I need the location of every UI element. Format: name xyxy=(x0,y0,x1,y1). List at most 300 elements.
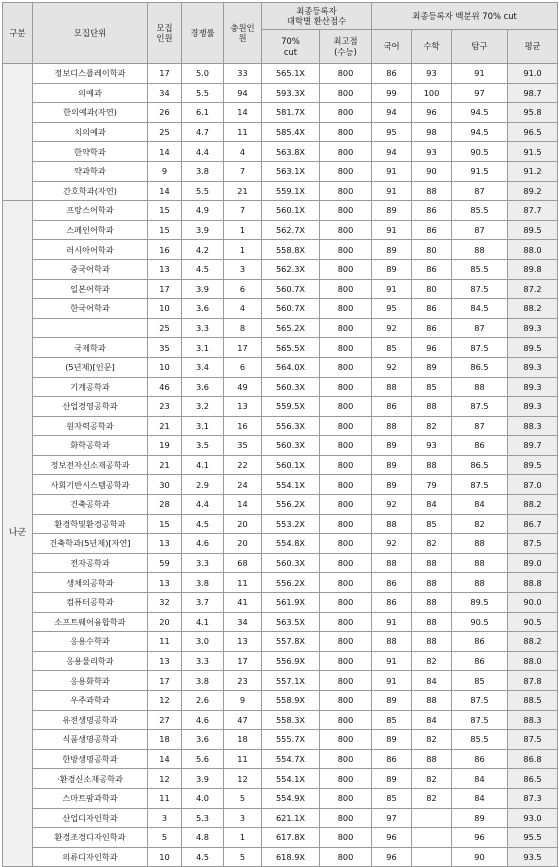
header-avg: 평균 xyxy=(508,30,558,64)
inquiry-cell: 87.5 xyxy=(452,397,508,417)
quota-cell: 28 xyxy=(148,495,182,515)
table-row xyxy=(3,553,558,573)
unit-cell: 건축공학과 xyxy=(33,495,148,515)
ratio-cell: 4.5 xyxy=(182,847,224,867)
avg-cell: 89.3 xyxy=(508,357,558,377)
korean-cell: 91 xyxy=(372,161,412,181)
korean-cell: 88 xyxy=(372,632,412,652)
cut70-cell: 563.8X xyxy=(262,142,320,162)
maxscore-cell: 800 xyxy=(320,710,372,730)
unit-cell: 일본어학과 xyxy=(33,279,148,299)
cut70-cell: 560.7X xyxy=(262,299,320,319)
math-cell: 82 xyxy=(412,730,452,750)
math-cell: 88 xyxy=(412,593,452,613)
ratio-cell: 3.6 xyxy=(182,377,224,397)
inquiry-cell: 87.5 xyxy=(452,279,508,299)
quota-cell: 59 xyxy=(148,553,182,573)
cut70-cell: 555.7X xyxy=(262,730,320,750)
avg-cell: 87.7 xyxy=(508,201,558,221)
extra-cell: 6 xyxy=(224,357,262,377)
quota-cell: 13 xyxy=(148,534,182,554)
unit-cell: 건축학과(5년제)[자연] xyxy=(33,534,148,554)
unit-cell: 한방생명공학과 xyxy=(33,749,148,769)
quota-cell: 21 xyxy=(148,455,182,475)
avg-cell: 89.8 xyxy=(508,259,558,279)
extra-cell: 41 xyxy=(224,593,262,613)
table-row xyxy=(3,64,558,84)
korean-cell: 95 xyxy=(372,299,412,319)
quota-cell: 23 xyxy=(148,397,182,417)
korean-cell: 88 xyxy=(372,377,412,397)
table-row xyxy=(3,279,558,299)
avg-cell: 90.5 xyxy=(508,612,558,632)
korean-cell: 85 xyxy=(372,338,412,358)
cut70-cell: 560.1X xyxy=(262,201,320,221)
unit-cell: 간호학과(자연) xyxy=(33,181,148,201)
math-cell: 86 xyxy=(412,201,452,221)
korean-cell: 91 xyxy=(372,612,412,632)
table-row xyxy=(3,573,558,593)
cut70-cell: 618.9X xyxy=(262,847,320,867)
math-cell: 85 xyxy=(412,514,452,534)
unit-cell: 프랑스어학과 xyxy=(33,201,148,221)
ratio-cell: 5.5 xyxy=(182,83,224,103)
avg-cell: 91.2 xyxy=(508,161,558,181)
cut70-cell: 558.9X xyxy=(262,691,320,711)
table-row xyxy=(3,338,558,358)
cut70-cell: 556.9X xyxy=(262,651,320,671)
extra-cell: 1 xyxy=(224,828,262,848)
avg-cell: 90.0 xyxy=(508,593,558,613)
extra-cell: 47 xyxy=(224,710,262,730)
unit-cell: 한의예과(자연) xyxy=(33,103,148,123)
math-cell: 80 xyxy=(412,279,452,299)
korean-cell: 88 xyxy=(372,514,412,534)
extra-cell: 17 xyxy=(224,338,262,358)
table-row xyxy=(3,612,558,632)
unit-cell: 원자력공학과 xyxy=(33,416,148,436)
table-row xyxy=(3,416,558,436)
maxscore-cell: 800 xyxy=(320,279,372,299)
korean-cell: 95 xyxy=(372,122,412,142)
header-group: 구분 xyxy=(3,3,33,64)
quota-cell: 25 xyxy=(148,122,182,142)
inquiry-cell: 86 xyxy=(452,749,508,769)
cut70-cell: 560.3X xyxy=(262,377,320,397)
avg-cell: 95.5 xyxy=(508,828,558,848)
inquiry-cell: 97 xyxy=(452,83,508,103)
inquiry-cell: 87 xyxy=(452,220,508,240)
maxscore-cell: 800 xyxy=(320,534,372,554)
korean-cell: 94 xyxy=(372,142,412,162)
unit-cell: 한국어학과 xyxy=(33,299,148,319)
extra-cell: 4 xyxy=(224,299,262,319)
math-cell: 98 xyxy=(412,122,452,142)
avg-cell: 89.5 xyxy=(508,338,558,358)
cut70-cell: 554.9X xyxy=(262,788,320,808)
ratio-cell: 3.2 xyxy=(182,397,224,417)
inquiry-cell: 89.5 xyxy=(452,593,508,613)
inquiry-cell: 86 xyxy=(452,436,508,456)
quota-cell: 20 xyxy=(148,612,182,632)
math-cell: 82 xyxy=(412,416,452,436)
table-row xyxy=(3,103,558,123)
math-cell: 96 xyxy=(412,103,452,123)
inquiry-cell: 86 xyxy=(452,651,508,671)
unit-cell: (5년제)[인문] xyxy=(33,357,148,377)
table-row xyxy=(3,161,558,181)
korean-cell: 92 xyxy=(372,495,412,515)
avg-cell: 89.3 xyxy=(508,318,558,338)
maxscore-cell: 800 xyxy=(320,847,372,867)
maxscore-cell: 800 xyxy=(320,651,372,671)
extra-cell: 8 xyxy=(224,318,262,338)
avg-cell: 95.8 xyxy=(508,103,558,123)
unit-cell: 스마트팜과학과 xyxy=(33,788,148,808)
ratio-cell: 3.8 xyxy=(182,573,224,593)
korean-cell: 97 xyxy=(372,808,412,828)
quota-cell: 46 xyxy=(148,377,182,397)
extra-cell: 49 xyxy=(224,377,262,397)
extra-cell: 14 xyxy=(224,495,262,515)
korean-cell: 86 xyxy=(372,573,412,593)
math-cell: 93 xyxy=(412,142,452,162)
admission-results-table xyxy=(2,2,558,867)
cut70-cell: 559.1X xyxy=(262,181,320,201)
ratio-cell: 3.0 xyxy=(182,632,224,652)
group-cell xyxy=(3,64,33,201)
table-row xyxy=(3,495,558,515)
cut70-cell: 562.7X xyxy=(262,220,320,240)
table-row xyxy=(3,259,558,279)
math-cell: 85 xyxy=(412,377,452,397)
avg-cell: 88.3 xyxy=(508,710,558,730)
math-cell: 88 xyxy=(412,691,452,711)
inquiry-cell: 85 xyxy=(452,671,508,691)
extra-cell: 11 xyxy=(224,573,262,593)
korean-cell: 89 xyxy=(372,691,412,711)
table-row xyxy=(3,632,558,652)
inquiry-cell: 88 xyxy=(452,534,508,554)
ratio-cell: 3.8 xyxy=(182,161,224,181)
ratio-cell: 3.1 xyxy=(182,416,224,436)
avg-cell: 87.5 xyxy=(508,730,558,750)
header-korean: 국어 xyxy=(372,30,412,64)
maxscore-cell: 800 xyxy=(320,730,372,750)
inquiry-cell: 88 xyxy=(452,553,508,573)
korean-cell: 96 xyxy=(372,847,412,867)
avg-cell: 87.5 xyxy=(508,534,558,554)
ratio-cell: 5.3 xyxy=(182,808,224,828)
inquiry-cell: 94.5 xyxy=(452,103,508,123)
math-cell: 93 xyxy=(412,436,452,456)
cut70-cell: 553.2X xyxy=(262,514,320,534)
math-cell: 88 xyxy=(412,553,452,573)
korean-cell: 94 xyxy=(372,103,412,123)
korean-cell: 91 xyxy=(372,651,412,671)
table-row xyxy=(3,769,558,789)
extra-cell: 9 xyxy=(224,691,262,711)
maxscore-cell: 800 xyxy=(320,377,372,397)
maxscore-cell: 800 xyxy=(320,514,372,534)
extra-cell: 13 xyxy=(224,632,262,652)
inquiry-cell: 89 xyxy=(452,808,508,828)
quota-cell: 13 xyxy=(148,259,182,279)
ratio-cell: 3.3 xyxy=(182,318,224,338)
extra-cell: 21 xyxy=(224,181,262,201)
unit-cell: 전자공학과 xyxy=(33,553,148,573)
extra-cell: 34 xyxy=(224,612,262,632)
inquiry-cell: 85.5 xyxy=(452,201,508,221)
inquiry-cell: 87.5 xyxy=(452,710,508,730)
korean-cell: 89 xyxy=(372,259,412,279)
avg-cell: 89.5 xyxy=(508,220,558,240)
inquiry-cell: 86.5 xyxy=(452,455,508,475)
avg-cell: 88.8 xyxy=(508,573,558,593)
quota-cell: 34 xyxy=(148,83,182,103)
unit-cell: 산업경영공학과 xyxy=(33,397,148,417)
table-row xyxy=(3,671,558,691)
maxscore-cell: 800 xyxy=(320,259,372,279)
quota-cell: 18 xyxy=(148,730,182,750)
korean-cell: 85 xyxy=(372,710,412,730)
inquiry-cell: 82 xyxy=(452,514,508,534)
ratio-cell: 5.0 xyxy=(182,64,224,84)
cut70-cell: 557.1X xyxy=(262,671,320,691)
extra-cell: 11 xyxy=(224,749,262,769)
korean-cell: 86 xyxy=(372,593,412,613)
extra-cell: 5 xyxy=(224,847,262,867)
korean-cell: 86 xyxy=(372,397,412,417)
maxscore-cell: 800 xyxy=(320,828,372,848)
avg-cell: 91.5 xyxy=(508,142,558,162)
avg-cell: 88.0 xyxy=(508,240,558,260)
avg-cell: 89.3 xyxy=(508,397,558,417)
extra-cell: 1 xyxy=(224,240,262,260)
avg-cell: 88.2 xyxy=(508,632,558,652)
korean-cell: 91 xyxy=(372,671,412,691)
math-cell: 93 xyxy=(412,64,452,84)
maxscore-cell: 800 xyxy=(320,436,372,456)
unit-cell: 생체의공학과 xyxy=(33,573,148,593)
extra-cell: 94 xyxy=(224,83,262,103)
table-row xyxy=(3,377,558,397)
quota-cell: 21 xyxy=(148,416,182,436)
quota-cell: 17 xyxy=(148,64,182,84)
korean-cell: 89 xyxy=(372,201,412,221)
quota-cell: 10 xyxy=(148,847,182,867)
unit-cell: 러시아어학과 xyxy=(33,240,148,260)
maxscore-cell: 800 xyxy=(320,573,372,593)
cut70-cell: 560.1X xyxy=(262,455,320,475)
maxscore-cell: 800 xyxy=(320,455,372,475)
extra-cell: 17 xyxy=(224,651,262,671)
unit-cell: ·환경신소재공학과 xyxy=(33,769,148,789)
math-cell: 84 xyxy=(412,671,452,691)
table-row xyxy=(3,240,558,260)
inquiry-cell: 84 xyxy=(452,769,508,789)
ratio-cell: 5.6 xyxy=(182,749,224,769)
maxscore-cell: 800 xyxy=(320,788,372,808)
unit-cell: 국제학과 xyxy=(33,338,148,358)
avg-cell: 86.5 xyxy=(508,769,558,789)
maxscore-cell: 800 xyxy=(320,495,372,515)
maxscore-cell: 800 xyxy=(320,64,372,84)
inquiry-cell: 87.5 xyxy=(452,338,508,358)
cut70-cell: 581.7X xyxy=(262,103,320,123)
ratio-cell: 4.5 xyxy=(182,259,224,279)
unit-cell: 정보디스플레이학과 xyxy=(33,64,148,84)
extra-cell: 14 xyxy=(224,103,262,123)
unit-cell: 중국어학과 xyxy=(33,259,148,279)
table-row xyxy=(3,788,558,808)
inquiry-cell: 91 xyxy=(452,64,508,84)
math-cell: 86 xyxy=(412,220,452,240)
cut70-cell: 558.3X xyxy=(262,710,320,730)
ratio-cell: 4.9 xyxy=(182,201,224,221)
quota-cell: 3 xyxy=(148,808,182,828)
quota-cell: 15 xyxy=(148,220,182,240)
inquiry-cell: 88 xyxy=(452,573,508,593)
table-row xyxy=(3,847,558,867)
unit-cell: 환경조경디자인학과 xyxy=(33,828,148,848)
table-row xyxy=(3,730,558,750)
extra-cell: 7 xyxy=(224,161,262,181)
unit-cell: 환경학및환경공학과 xyxy=(33,514,148,534)
ratio-cell: 4.6 xyxy=(182,710,224,730)
quota-cell: 15 xyxy=(148,201,182,221)
unit-cell: 식품생명공학과 xyxy=(33,730,148,750)
ratio-cell: 4.4 xyxy=(182,142,224,162)
table-row xyxy=(3,436,558,456)
table-row xyxy=(3,201,558,221)
header-maxscore: 최고점 (수능) xyxy=(320,30,372,64)
ratio-cell: 3.9 xyxy=(182,279,224,299)
unit-cell: 응용수학과 xyxy=(33,632,148,652)
maxscore-cell: 800 xyxy=(320,671,372,691)
ratio-cell: 4.8 xyxy=(182,828,224,848)
maxscore-cell: 800 xyxy=(320,103,372,123)
inquiry-cell: 90 xyxy=(452,847,508,867)
unit-cell: 치의예과 xyxy=(33,122,148,142)
quota-cell: 16 xyxy=(148,240,182,260)
header-math: 수학 xyxy=(412,30,452,64)
cut70-cell: 557.8X xyxy=(262,632,320,652)
ratio-cell: 3.3 xyxy=(182,651,224,671)
inquiry-cell: 85.5 xyxy=(452,730,508,750)
cut70-cell: 556.2X xyxy=(262,495,320,515)
math-cell: 86 xyxy=(412,299,452,319)
avg-cell: 88.3 xyxy=(508,416,558,436)
quota-cell: 9 xyxy=(148,161,182,181)
table-row xyxy=(3,691,558,711)
avg-cell: 88.0 xyxy=(508,651,558,671)
unit-cell: 소프트웨어융합학과 xyxy=(33,612,148,632)
korean-cell: 89 xyxy=(372,436,412,456)
maxscore-cell: 800 xyxy=(320,416,372,436)
math-cell: 88 xyxy=(412,397,452,417)
cut70-cell: 564.0X xyxy=(262,357,320,377)
inquiry-cell: 88 xyxy=(452,377,508,397)
cut70-cell: 593.3X xyxy=(262,83,320,103)
quota-cell: 15 xyxy=(148,514,182,534)
korean-cell: 92 xyxy=(372,357,412,377)
cut70-cell: 585.4X xyxy=(262,122,320,142)
cut70-cell: 561.9X xyxy=(262,593,320,613)
korean-cell: 86 xyxy=(372,64,412,84)
korean-cell: 86 xyxy=(372,749,412,769)
table-row xyxy=(3,397,558,417)
maxscore-cell: 800 xyxy=(320,122,372,142)
maxscore-cell: 800 xyxy=(320,240,372,260)
inquiry-cell: 94.5 xyxy=(452,122,508,142)
quota-cell: 5 xyxy=(148,828,182,848)
math-cell: 90 xyxy=(412,161,452,181)
ratio-cell: 2.9 xyxy=(182,475,224,495)
inquiry-cell: 87.5 xyxy=(452,475,508,495)
extra-cell: 3 xyxy=(224,259,262,279)
math-cell: 86 xyxy=(412,259,452,279)
korean-cell: 89 xyxy=(372,769,412,789)
inquiry-cell: 90.5 xyxy=(452,612,508,632)
maxscore-cell: 800 xyxy=(320,475,372,495)
extra-cell: 20 xyxy=(224,514,262,534)
cut70-cell: 565.1X xyxy=(262,64,320,84)
korean-cell: 89 xyxy=(372,475,412,495)
maxscore-cell: 800 xyxy=(320,749,372,769)
extra-cell: 16 xyxy=(224,416,262,436)
ratio-cell: 3.6 xyxy=(182,730,224,750)
extra-cell: 33 xyxy=(224,64,262,84)
cut70-cell: 621.1X xyxy=(262,808,320,828)
inquiry-cell: 96 xyxy=(452,828,508,848)
avg-cell: 96.5 xyxy=(508,122,558,142)
inquiry-cell: 85.5 xyxy=(452,259,508,279)
math-cell: 82 xyxy=(412,651,452,671)
inquiry-cell: 84 xyxy=(452,495,508,515)
korean-cell: 91 xyxy=(372,279,412,299)
avg-cell: 89.3 xyxy=(508,377,558,397)
cut70-cell: 565.5X xyxy=(262,338,320,358)
quota-cell: 19 xyxy=(148,436,182,456)
avg-cell: 87.2 xyxy=(508,279,558,299)
table-row xyxy=(3,593,558,613)
header-extra: 충원인 원 xyxy=(224,3,262,64)
maxscore-cell: 800 xyxy=(320,612,372,632)
avg-cell: 86.7 xyxy=(508,514,558,534)
extra-cell: 35 xyxy=(224,436,262,456)
table-row xyxy=(3,710,558,730)
math-cell: 100 xyxy=(412,83,452,103)
table-row xyxy=(3,318,558,338)
unit-cell: 의류디자인학과 xyxy=(33,847,148,867)
ratio-cell: 3.8 xyxy=(182,671,224,691)
maxscore-cell: 800 xyxy=(320,632,372,652)
header-quota: 모집 인원 xyxy=(148,3,182,64)
inquiry-cell: 87.5 xyxy=(452,691,508,711)
unit-cell: 응용물리학과 xyxy=(33,651,148,671)
ratio-cell: 4.1 xyxy=(182,612,224,632)
extra-cell: 3 xyxy=(224,808,262,828)
maxscore-cell: 800 xyxy=(320,553,372,573)
quota-cell: 14 xyxy=(148,142,182,162)
math-cell: 82 xyxy=(412,769,452,789)
maxscore-cell: 800 xyxy=(320,181,372,201)
avg-cell: 88.5 xyxy=(508,691,558,711)
math-cell: 88 xyxy=(412,632,452,652)
unit-cell: 정보전자신소재공학과 xyxy=(33,455,148,475)
korean-cell: 99 xyxy=(372,83,412,103)
